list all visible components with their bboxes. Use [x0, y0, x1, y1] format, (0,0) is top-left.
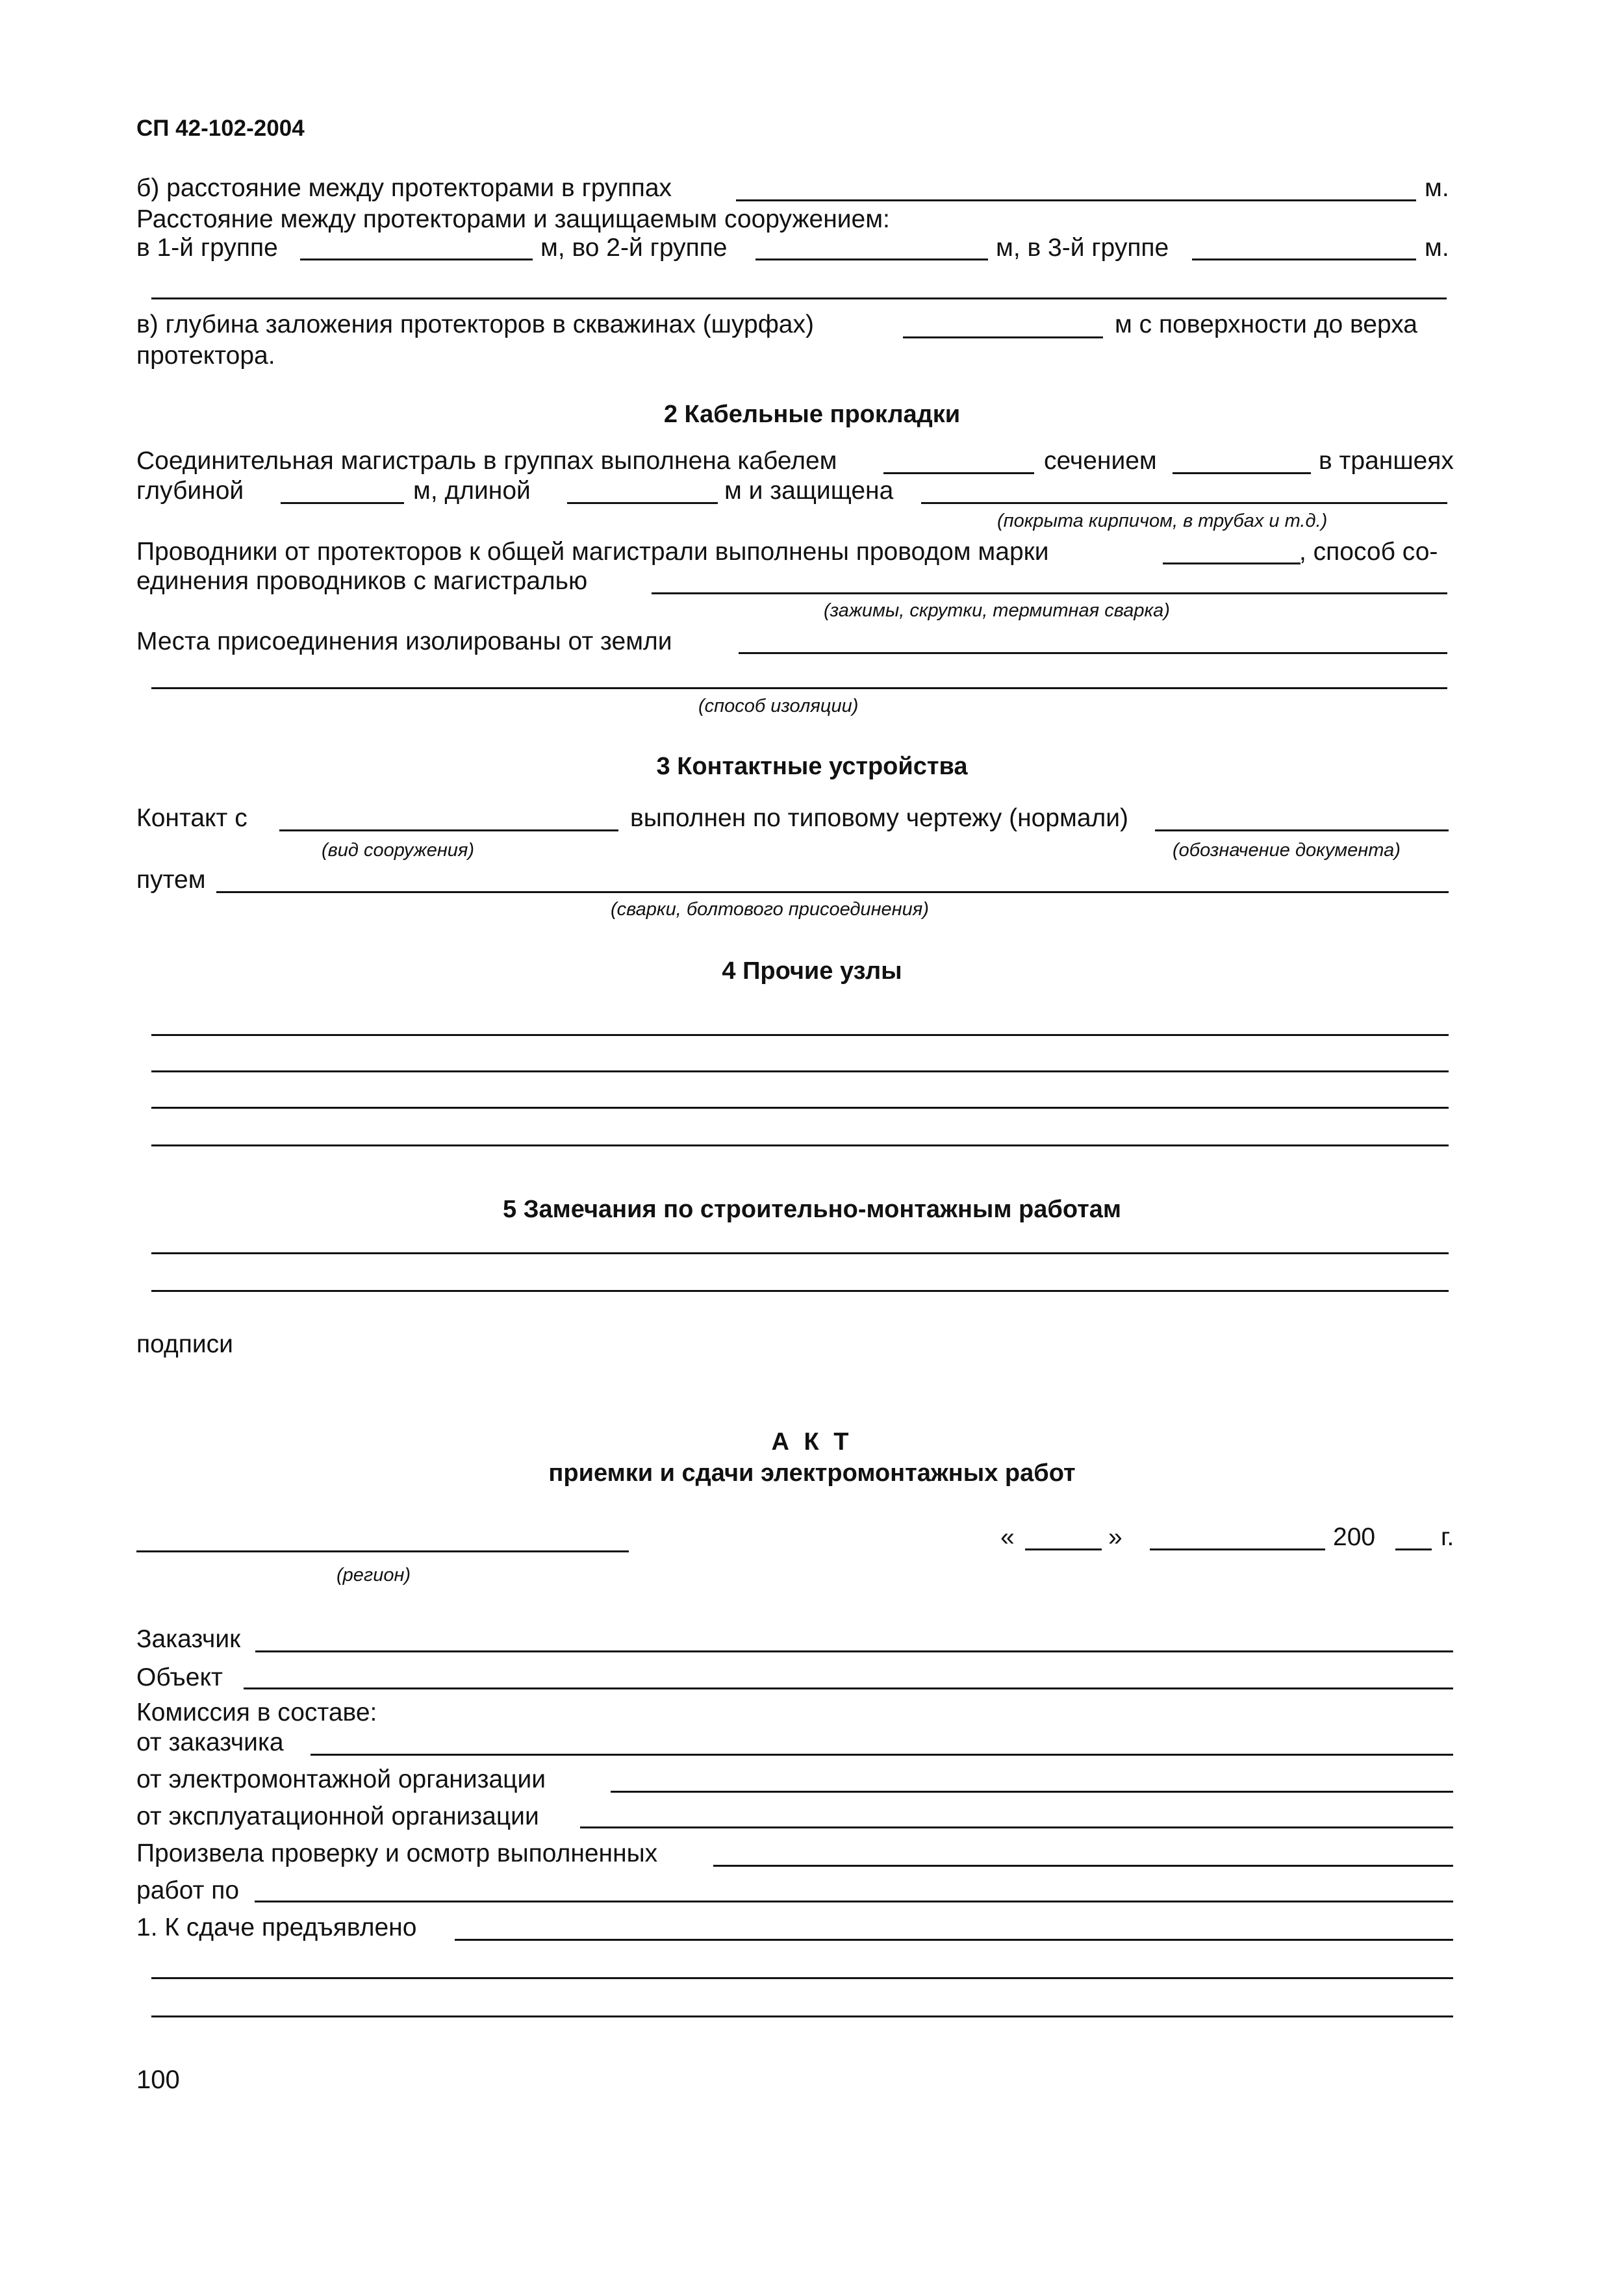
date-year-suffix: г. — [1441, 1523, 1454, 1551]
s2-caption-2: (зажимы, скрутки, термитная сварка) — [824, 600, 1170, 621]
s3-caption-1: (вид сооружения) — [322, 840, 475, 861]
blank-line[interactable] — [1155, 829, 1449, 831]
blank-line[interactable] — [903, 336, 1103, 338]
s2-line1-b: сечением — [1044, 447, 1157, 475]
s2-line2-c: м и защищена — [724, 477, 894, 505]
blank-line[interactable] — [300, 259, 533, 260]
s2-line3-b: , способ со- — [1299, 538, 1438, 566]
line-b-label: б) расстояние между протекторами в группах — [136, 174, 672, 202]
group2-label: м, во 2-й группе — [540, 234, 728, 262]
s2-line3-a: Проводники от протекторов к общей магистрали выполнены проводом марки — [136, 538, 1049, 566]
blank-line[interactable] — [151, 297, 1447, 299]
line-v-mid: м с поверхности до верха — [1115, 310, 1417, 338]
s3-line1-b: выполнен по типовому чертежу (нормали) — [630, 804, 1129, 832]
s2-line4: единения проводников с магистралью — [136, 567, 588, 595]
section-4-heading: 4 Прочие узлы — [722, 957, 902, 985]
customer-label: Заказчик — [136, 1625, 241, 1653]
blank-line[interactable] — [652, 592, 1447, 594]
line-v-label: в) глубина заложения протекторов в скважинах (шурфах) — [136, 310, 814, 338]
section-5-heading: 5 Замечания по строительно-монтажным работам — [503, 1196, 1121, 1223]
date-quote-open: « — [1000, 1523, 1015, 1551]
blank-line[interactable] — [151, 1034, 1449, 1036]
item1-label: 1. К сдаче предъявлено — [136, 1914, 417, 1941]
blank-line[interactable] — [151, 1144, 1449, 1146]
blank-line[interactable] — [216, 891, 1449, 893]
blank-line[interactable] — [279, 829, 618, 831]
blank-line[interactable] — [736, 199, 1416, 201]
from-operation-label: от эксплуатационной организации — [136, 1802, 539, 1830]
blank-line[interactable] — [151, 1252, 1449, 1254]
s2-line2-a: глубиной — [136, 477, 244, 505]
blank-line[interactable] — [567, 502, 718, 504]
region-field[interactable] — [136, 1550, 629, 1552]
act-subtitle: приемки и сдачи электромонтажных работ — [548, 1459, 1076, 1487]
blank-line[interactable] — [151, 1290, 1449, 1292]
section-2-heading: 2 Кабельные прокладки — [663, 401, 961, 428]
date-year-prefix: 200 — [1333, 1523, 1376, 1551]
blank-line[interactable] — [1192, 259, 1416, 260]
blank-line[interactable] — [151, 687, 1447, 689]
s3-line1-a: Контакт с — [136, 804, 247, 832]
line-b-unit: м. — [1425, 174, 1449, 202]
date-year-field[interactable] — [1395, 1548, 1432, 1550]
distance-line-label: Расстояние между протекторами и защищаемым сооружением: — [136, 205, 890, 233]
s2-line2-b: м, длиной — [413, 477, 531, 505]
group3-label: м, в 3-й группе — [996, 234, 1169, 262]
blank-line[interactable] — [1163, 562, 1300, 564]
s3-caption-3: (сварки, болтового присоединения) — [611, 899, 929, 920]
blank-line[interactable] — [281, 502, 404, 504]
group1-label: в 1-й группе — [136, 234, 278, 262]
section-3-heading: 3 Контактные устройства — [656, 753, 968, 780]
object-label: Объект — [136, 1663, 223, 1691]
blank-line[interactable] — [151, 1977, 1453, 1979]
works-label: работ по — [136, 1876, 240, 1904]
date-quote-close: » — [1108, 1523, 1123, 1551]
s3-line2: путем — [136, 866, 206, 894]
from-electro-field[interactable] — [611, 1791, 1453, 1793]
works-field[interactable] — [255, 1901, 1453, 1902]
s2-line1-c: в траншеях — [1319, 447, 1454, 475]
page-number: 100 — [136, 2066, 180, 2094]
object-field[interactable] — [244, 1687, 1453, 1689]
from-operation-field[interactable] — [580, 1826, 1453, 1828]
document-code: СП 42-102-2004 — [136, 116, 305, 141]
from-electro-label: от электромонтажной организации — [136, 1765, 546, 1793]
signatures-label: подписи — [136, 1330, 233, 1358]
blank-line[interactable] — [151, 2015, 1453, 2017]
commission-label: Комиссия в составе: — [136, 1699, 377, 1726]
blank-line[interactable] — [151, 1107, 1449, 1109]
line-v-continuation: протектора. — [136, 342, 275, 370]
customer-field[interactable] — [255, 1650, 1453, 1652]
blank-line[interactable] — [755, 259, 988, 260]
blank-line[interactable] — [883, 472, 1034, 474]
blank-line[interactable] — [739, 652, 1447, 654]
group-end-unit: м. — [1425, 234, 1449, 262]
inspection-label: Произвела проверку и осмотр выполненных — [136, 1839, 658, 1867]
date-day-field[interactable] — [1025, 1548, 1102, 1550]
region-caption: (регион) — [336, 1565, 411, 1586]
from-customer-label: от заказчика — [136, 1728, 284, 1756]
blank-line[interactable] — [151, 1070, 1449, 1072]
item1-field[interactable] — [455, 1939, 1453, 1941]
s3-caption-2: (обозначение документа) — [1173, 840, 1401, 861]
s2-line5: Места присоединения изолированы от земли — [136, 627, 672, 655]
s2-caption-3: (способ изоляции) — [698, 696, 859, 716]
blank-line[interactable] — [1173, 472, 1311, 474]
act-title: А К Т — [771, 1428, 853, 1456]
date-month-field[interactable] — [1150, 1548, 1325, 1550]
inspection-field[interactable] — [713, 1865, 1453, 1867]
s2-caption-1: (покрыта кирпичом, в трубах и т.д.) — [997, 511, 1328, 531]
from-customer-field[interactable] — [311, 1754, 1453, 1756]
s2-line1-a: Соединительная магистраль в группах выполнена кабелем — [136, 447, 837, 475]
blank-line[interactable] — [921, 502, 1447, 504]
